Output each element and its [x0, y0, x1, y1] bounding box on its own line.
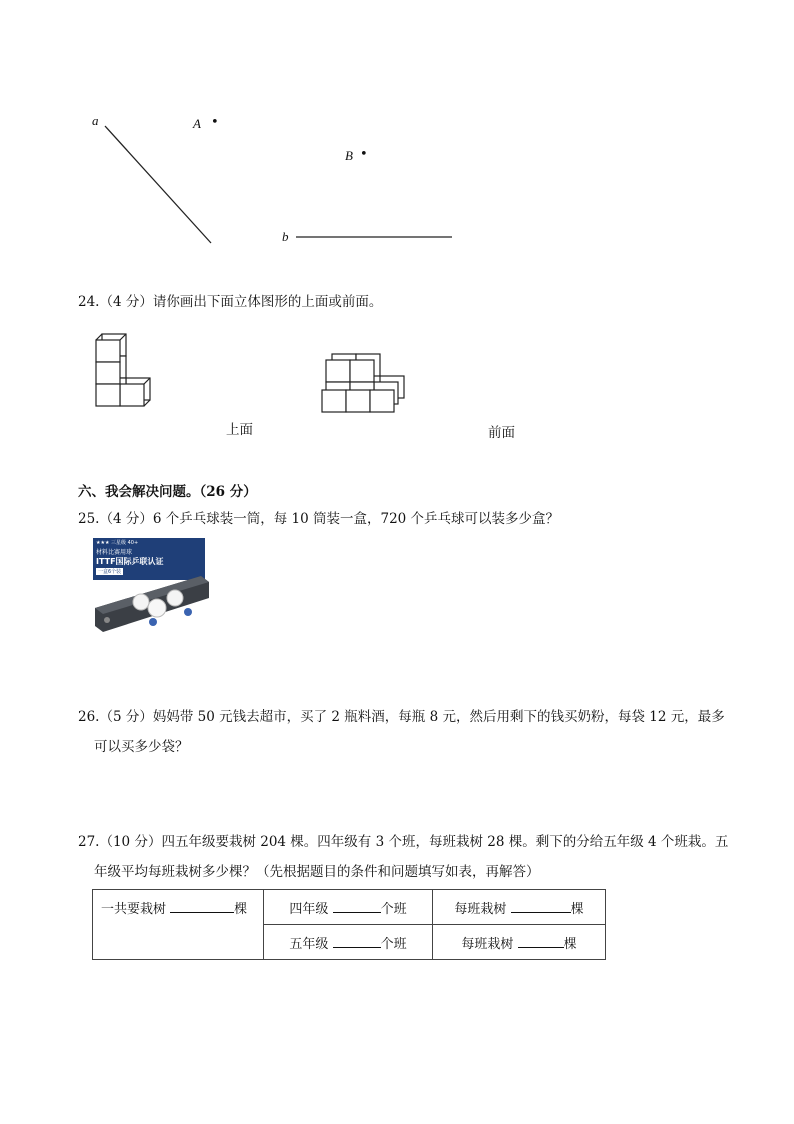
question-26-line1: 26.（5 分）妈妈带 50 元钱去超市，买了 2 瓶料酒，每瓶 8 元，然后用剩下的钱买奶粉，每袋 12 元，最多 [78, 709, 725, 725]
image-text-rating: ★★★ 三星级 40+ [96, 540, 139, 546]
figure-2-cubes [322, 354, 404, 412]
question-26-line2: 可以买多少袋？ [94, 739, 189, 755]
total-blank[interactable] [170, 898, 234, 913]
grade5-per-blank[interactable] [518, 933, 564, 948]
grade4-classes-blank[interactable] [333, 898, 381, 913]
grade4-per-label: 每班栽树 [454, 901, 507, 917]
grade5-label: 五年级 [289, 936, 329, 952]
total-unit: 棵 [234, 902, 248, 917]
cell-grade5-per-class [433, 925, 606, 960]
geometry-figure [0, 0, 794, 260]
question-25-text: 25.（4 分）6 个乒乓球装一筒，每 10 筒装一盒，720 个乒乓球可以装多少盒？ [78, 511, 560, 527]
label-line-a: a [92, 113, 99, 128]
grade4-per-unit: 棵 [570, 901, 584, 917]
image-text-material: 材料比赛用球 [96, 549, 133, 556]
cell-grade4-classes [264, 890, 433, 925]
grade5-per-label: 每班栽树 [461, 936, 514, 952]
question-27-line2: 年级平均每班栽树多少棵？（先根据题目的条件和问题填写如表，再解答） [94, 864, 540, 880]
label-point-B: B [345, 148, 353, 163]
figure-1-cubes [96, 334, 150, 406]
grade5-per-unit: 棵 [563, 936, 577, 952]
image-text-pack: 一盒6个装 [98, 569, 122, 575]
line-a [105, 126, 211, 243]
grade5-unit: 个班 [380, 936, 407, 952]
table-row [93, 890, 606, 925]
question-24-text: 24.（4 分）请你画出下面立体图形的上面或前面。 [78, 294, 383, 310]
section-6-title: 六、我会解决问题。（26 分） [78, 484, 257, 500]
image-text-ittf: ITTF国际乒联认证 [96, 557, 164, 566]
question-27-line1: 27.（10 分）四五年级要栽树 204 棵。四年级有 3 个班，每班栽树 28 棵。剩下的分给五年级 4 个班栽。五 [78, 834, 729, 850]
cell-grade5-classes [264, 925, 433, 960]
solid-figure-1 [88, 328, 160, 420]
ball-box-illustration [93, 572, 211, 634]
solid-figure-2 [318, 350, 408, 420]
label-front-view: 前面 [488, 425, 515, 441]
cell-grade4-per-class [433, 890, 606, 925]
grade4-unit: 个班 [380, 901, 407, 917]
grade4-per-blank[interactable] [511, 898, 571, 913]
ping-pong-box-image [93, 538, 211, 634]
planting-table [92, 889, 606, 960]
point-B-dot: • [360, 147, 368, 162]
label-top-view: 上面 [226, 422, 253, 438]
grade5-classes-blank[interactable] [333, 933, 381, 948]
label-point-A: A [193, 116, 201, 131]
label-line-b: b [282, 229, 289, 244]
point-A-dot: • [211, 115, 219, 130]
grade4-label: 四年级 [289, 901, 329, 917]
cell-total [93, 890, 264, 960]
total-label: 一共要栽树 [101, 902, 167, 917]
